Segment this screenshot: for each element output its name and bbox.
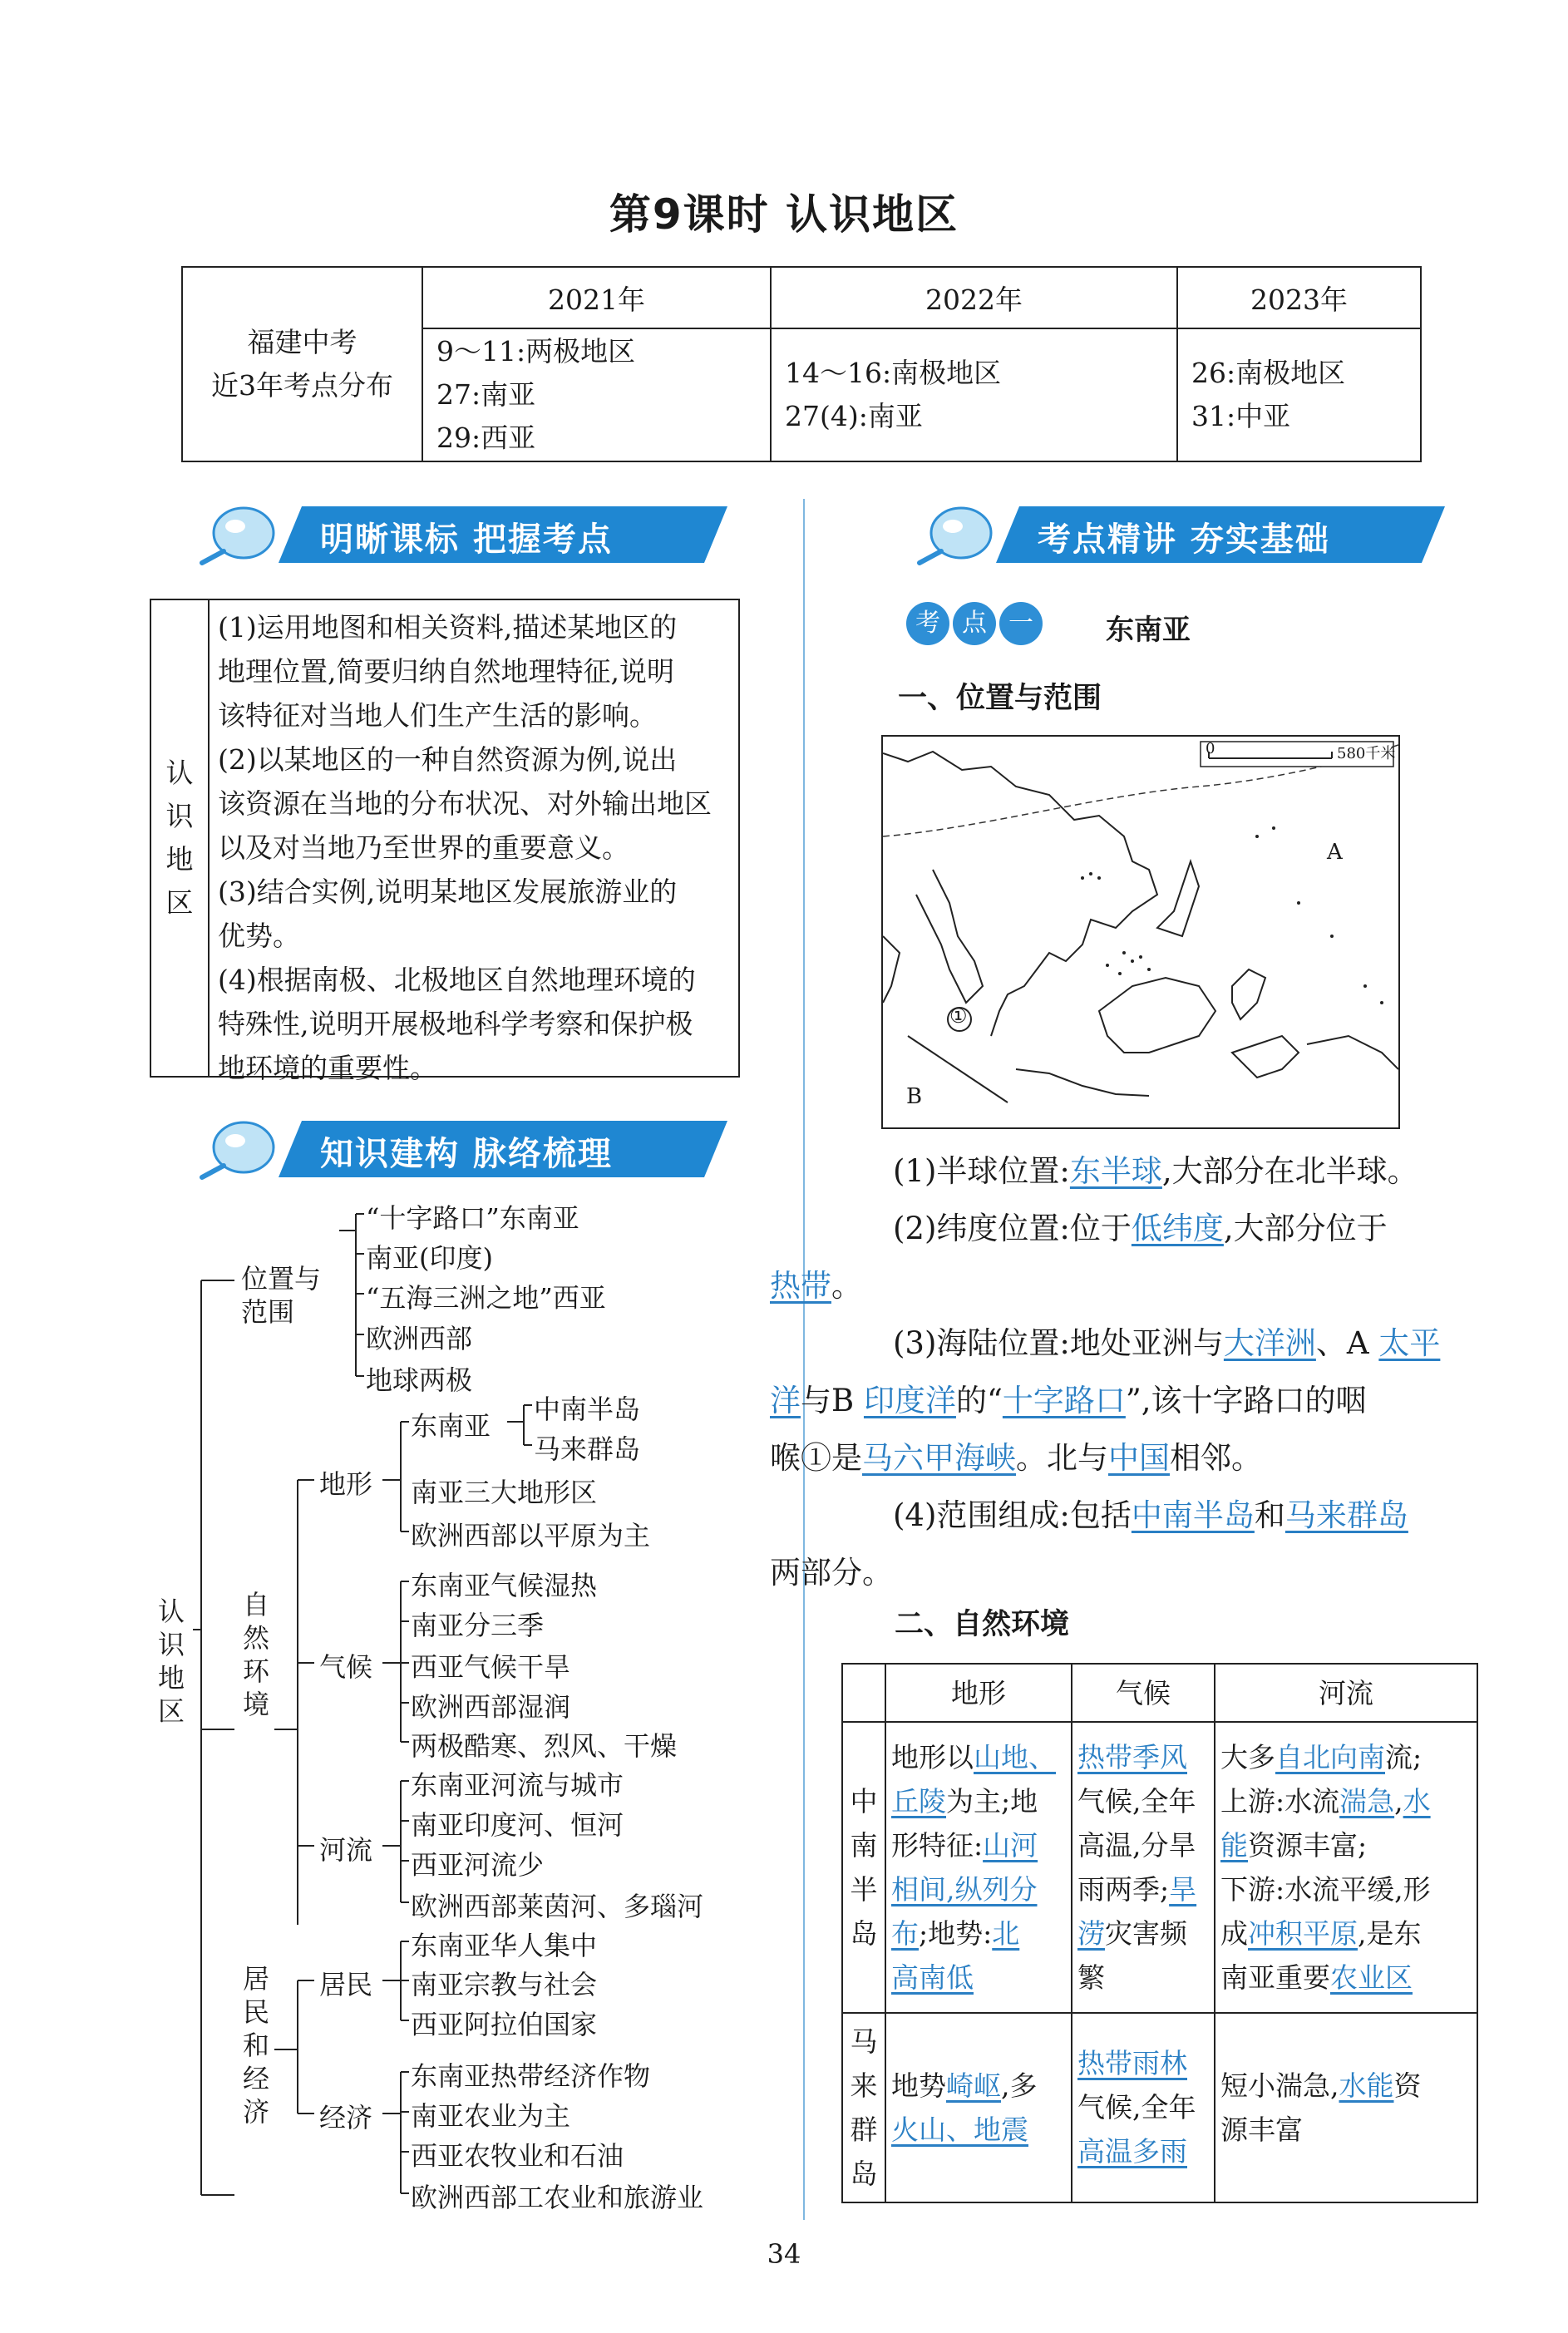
page-title: 第9课时 认识地区 — [609, 190, 959, 239]
tree-root: 认 识 地 区 — [158, 1596, 185, 1727]
kp-circle: 点 — [953, 602, 996, 645]
tree-terrain-item: 欧洲西部以平原为主 — [411, 1520, 651, 1551]
year-2022-header: 2022年 — [771, 267, 1177, 328]
southeast-asia-map — [881, 735, 1400, 1129]
tree-terrain-sea-item: 中南半岛 — [534, 1393, 641, 1425]
banner-keypoints: 考点精讲 夯实基础 — [913, 503, 1445, 566]
tree-climate-item: 西亚气候干旱 — [411, 1651, 571, 1683]
tree-terrain-sea: 东南亚 — [411, 1410, 491, 1442]
keypoint-title: 东南亚 — [1106, 614, 1191, 647]
malay-terrain: 地势崎岖,多 火山、地震 — [885, 2013, 1072, 2202]
year-2023-topics: 26:南极地区 31:中亚 — [1177, 328, 1421, 461]
year-2021-header: 2021年 — [422, 267, 771, 328]
tree-residents-economy-label: 居 民 和 经 济 — [243, 1963, 270, 2128]
tree-econ-item: 西亚农牧业和石油 — [411, 2140, 624, 2172]
indochina-climate: 热带季风 气候,全年 高温,分旱 雨两季;旱 涝灾害频 繁 — [1072, 1722, 1215, 2013]
tree-position-label: 位置与 范围 — [241, 1263, 322, 1328]
kp-circle: 考 — [906, 602, 949, 645]
tree-pos-item: “五海三洲之地”西亚 — [366, 1282, 606, 1314]
syllabus-text: (1)运用地图和相关资料,描述某地区的 地理位置,简要归纳自然地理特征,说明 该特征对当地人们生产生活的影响。 (2)以某地区的一种自然资源为例,说出 该资源在当地的分布状况、对外输出地区 以及对当地乃至世界的重要意义。 (3)结合实例,说明某地区发展旅游业的 优势。 (4)根据南极、北极地区自然地理环境的 特殊性,说明开展极地科学考察和保护极 地环境的重要性。 — [218, 611, 712, 1084]
para-scope: (4)范围组成:包括中南半岛和马来群岛 两部分。 — [770, 1497, 1408, 1591]
indochina-river: 大多自北向南流; 上游:水流湍急,水 能资源丰富; 下游:水流平缓,形 成冲积平原,是东 南亚重要农业区 — [1215, 1722, 1477, 2013]
tree-terrain-label: 地形 — [319, 1468, 373, 1500]
row-indochina-label: 中 南 半 岛 — [842, 1722, 885, 2013]
tree-nature-label: 自 然 环 境 — [243, 1589, 270, 1720]
tree-people-item: 西亚阿拉伯国家 — [411, 2009, 598, 2040]
malay-river: 短小湍急,水能资 源丰富 — [1215, 2013, 1477, 2202]
kp-circle: 一 — [999, 602, 1043, 645]
para-latitude: (2)纬度位置:位于低纬度,大部分位于 热带。 — [770, 1211, 1388, 1304]
year-2023-header: 2023年 — [1177, 267, 1421, 328]
tree-econ-item: 南亚农业为主 — [411, 2100, 571, 2132]
tree-econ-item: 东南亚热带经济作物 — [411, 2060, 651, 2092]
page-number: 34 — [767, 2238, 801, 2270]
tree-people-item: 东南亚华人集中 — [411, 1930, 598, 1961]
tree-river-item: 欧洲西部莱茵河、多瑙河 — [411, 1891, 704, 1922]
banner-syllabus: 明晰课标 把握考点 — [195, 503, 727, 566]
column-divider — [803, 499, 805, 2220]
syllabus-box — [150, 599, 740, 1084]
tree-river-label: 河流 — [319, 1834, 373, 1866]
tree-econ-item: 欧洲西部工农业和旅游业 — [411, 2182, 704, 2213]
tree-terrain-item: 南亚三大地形区 — [411, 1477, 598, 1508]
tree-climate-item: 东南亚气候湿热 — [411, 1570, 598, 1601]
tree-people-label: 居民 — [319, 1969, 373, 2000]
col-terrain: 地形 — [885, 1664, 1072, 1722]
tree-pos-item: “十字路口”东南亚 — [366, 1202, 579, 1234]
row-malay-label: 马 来 群 岛 — [842, 2013, 885, 2202]
tree-pos-item: 南亚(印度) — [366, 1242, 493, 1274]
section-environment: 二、自然环境 — [895, 1608, 1070, 1641]
section-location: 一、位置与范围 — [898, 682, 1102, 715]
map-scale-zero: 0 — [1206, 740, 1215, 757]
col-river: 河流 — [1215, 1664, 1477, 1722]
tree-river-item: 东南亚河流与城市 — [411, 1769, 624, 1801]
indochina-terrain: 地形以山地、 丘陵为主;地 形特征:山河 相间,纵列分 布;地势:北 高南低 — [885, 1722, 1072, 2013]
tree-river-item: 南亚印度河、恒河 — [411, 1809, 624, 1841]
banner-structure: 知识建构 脉络梳理 — [195, 1117, 727, 1181]
tree-pos-item: 欧洲西部 — [366, 1323, 473, 1354]
syllabus-side-label: 认 识 地 区 — [151, 600, 210, 1076]
col-climate: 气候 — [1072, 1664, 1215, 1722]
map-mark-1: ① — [949, 1004, 968, 1028]
map-scale-label: 580千米 — [1337, 745, 1396, 762]
map-drawing — [883, 737, 1398, 1127]
tree-terrain-sea-item: 马来群岛 — [534, 1433, 641, 1465]
exam-distribution-table — [181, 266, 1422, 462]
tree-climate-item: 欧洲西部湿润 — [411, 1691, 571, 1723]
year-2022-topics: 14～16:南极地区 27(4):南亚 — [771, 328, 1177, 461]
tree-climate-label: 气候 — [319, 1651, 373, 1683]
tree-climate-item: 南亚分三季 — [411, 1610, 545, 1641]
tree-river-item: 西亚河流少 — [411, 1849, 545, 1881]
exam-row-label: 福建中考 近3年考点分布 — [182, 267, 422, 461]
tree-people-item: 南亚宗教与社会 — [411, 1969, 598, 2000]
year-2021-topics: 9～11:两极地区 27:南亚 29:西亚 — [422, 328, 771, 461]
map-label-b: B — [906, 1084, 923, 1109]
environment-table — [841, 1663, 1478, 2203]
para-hemisphere: (1)半球位置:东半球,大部分在北半球。 — [893, 1153, 1418, 1189]
para-sea-land: (3)海陆位置:地处亚洲与大洋洲、A 太平 洋与B 印度洋的“十字路口”,该十字路口的咽 喉①是马六甲海峡。北与中国相邻。 — [770, 1325, 1441, 1476]
malay-climate: 热带雨林 气候,全年 高温多雨 — [1072, 2013, 1215, 2202]
tree-economy-label: 经济 — [319, 2102, 373, 2133]
map-label-a: A — [1327, 840, 1343, 865]
tree-climate-item: 两极酷寒、烈风、干燥 — [411, 1730, 678, 1762]
tree-pos-item: 地球两极 — [366, 1364, 473, 1396]
